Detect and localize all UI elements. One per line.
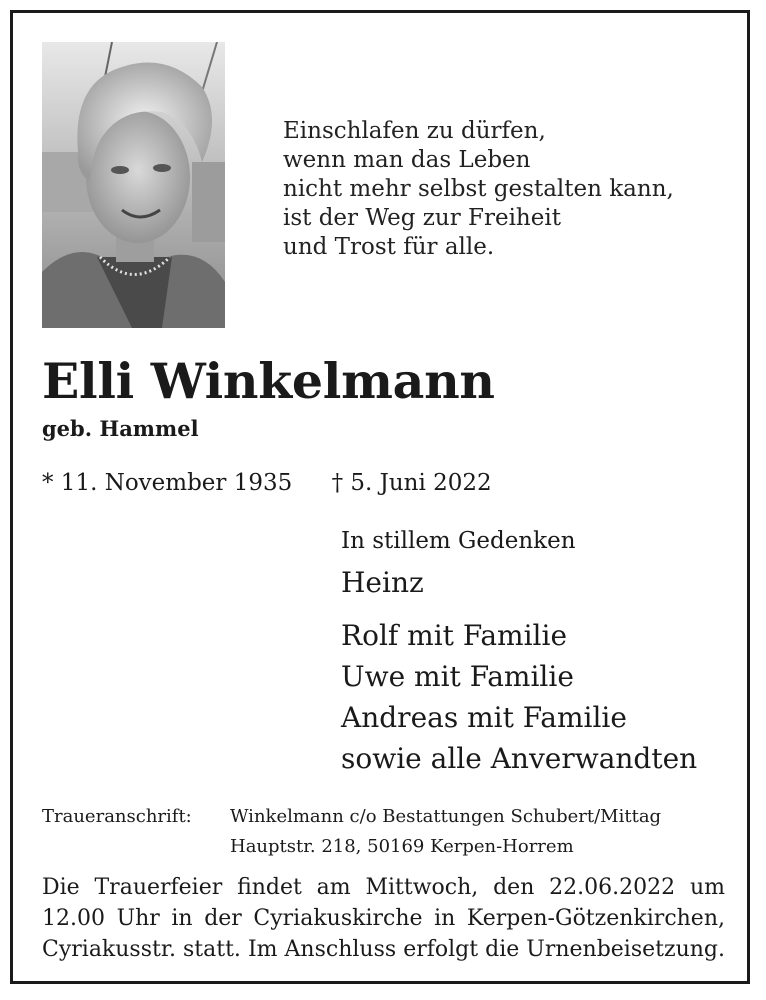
poem-line: wenn man das Leben (283, 147, 531, 173)
memory-intro: In stillem Gedenken (341, 528, 576, 554)
poem-line: Einschlafen zu dürfen, (283, 118, 546, 144)
birth-date: * 11. November 1935 (42, 470, 293, 496)
poem-line: ist der Weg zur Freiheit (283, 205, 561, 231)
mourner-name: Heinz (341, 566, 424, 599)
address-label: Traueranschrift: (42, 806, 192, 827)
address-line: Winkelmann c/o Bestattungen Schubert/Mittag (230, 806, 662, 827)
mourners-block (341, 524, 697, 779)
address-lines (230, 802, 661, 862)
mourner-name: sowie alle Anverwandten (341, 742, 698, 775)
ceremony-notice (42, 872, 725, 965)
ceremony-line: Die Trauerfeier findet am Mittwoch, den 22.06.2022 um (42, 875, 725, 900)
ceremony-line: Cyriakusstr. statt. Im Anschluss erfolgt die Urnenbeisetzung. (42, 937, 725, 962)
mourner-name: Uwe mit Familie (341, 660, 574, 693)
mourner-name: Andreas mit Familie (341, 701, 627, 734)
ceremony-line: 12.00 Uhr in der Cyriakuskirche in Kerpen-Götzenkirchen, (42, 906, 725, 931)
mourner-name: Rolf mit Familie (341, 619, 568, 652)
family-list (341, 562, 697, 779)
address-line: Hauptstr. 218, 50169 Kerpen-Horrem (230, 836, 574, 857)
life-dates (42, 470, 492, 496)
death-date: † 5. Juni 2022 (331, 470, 492, 496)
maiden-name: geb. Hammel (42, 416, 199, 441)
deceased-name: Elli Winkelmann (42, 352, 495, 410)
poem (283, 117, 674, 262)
portrait-photo (42, 42, 225, 328)
poem-line: und Trost für alle. (283, 234, 495, 260)
poem-line: nicht mehr selbst gestalten kann, (283, 176, 674, 202)
